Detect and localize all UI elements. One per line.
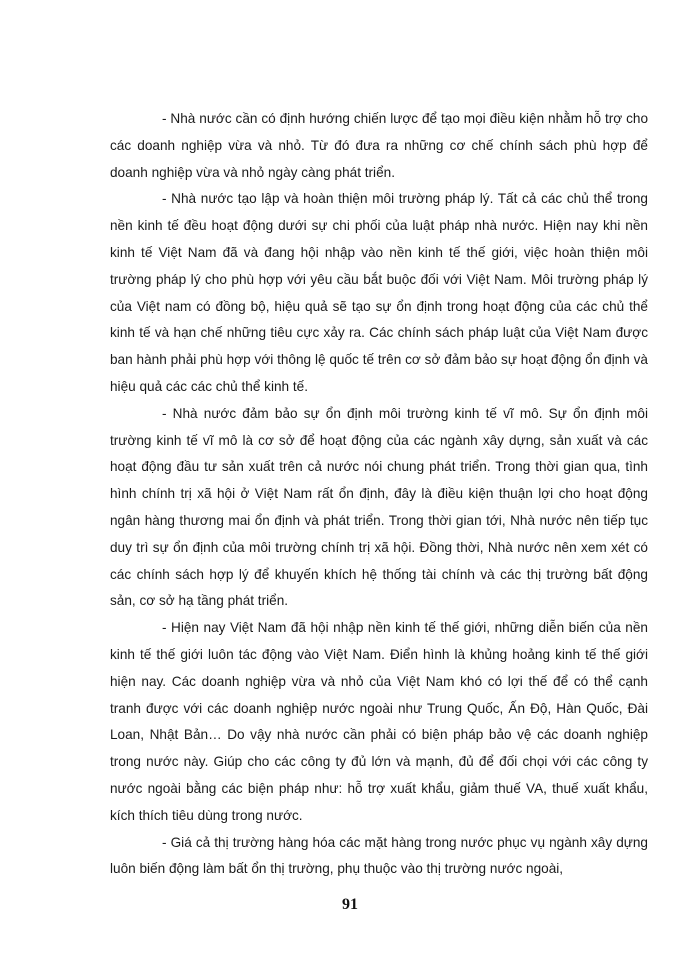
paragraph-legal-environment: - Nhà nước tạo lập và hoàn thiện môi trường pháp lý. Tất cả các chủ thể trong nền kinh tế đều hoạt động dưới sự chi phối của luật pháp nhà nước. Hiện nay khi nền kinh tế Việt Nam đã và đang hội nhập vào nền kinh tế thế giới, việc hoàn thiện môi trường pháp lý cho phù hợp với yêu cầu bắt buộc đối với Việt Nam. Môi trường pháp lý của Việt nam có đồng bộ, hiệu quả sẽ tạo sự ổn định trong hoạt động của các chủ thể kinh tế và hạn chế những tiêu cực xảy ra. Các chính sách pháp luật của Việt Nam được ban hành phải phù hợp với thông lệ quốc tế trên cơ sở đảm bảo sự hoạt động ổn định và hiệu quả các các chủ thể kinh tế. bbox=[110, 191, 648, 394]
body-text bbox=[110, 106, 648, 883]
paragraph-state-strategy: - Nhà nước cần có định hướng chiến lược để tạo mọi điều kiện nhằm hỗ trợ cho các doanh nghiệp vừa và nhỏ. Từ đó đưa ra những cơ chế chính sách phù hợp để doanh nghiệp vừa và nhỏ ngày càng phát triển. bbox=[110, 111, 648, 180]
paragraph-market-prices: - Giá cả thị trường hàng hóa các mặt hàng trong nước phục vụ ngành xây dựng luôn biến động làm bất ổn thị trường, phụ thuộc vào thị trường nước ngoài, bbox=[110, 834, 648, 877]
paragraph-world-integration: - Hiện nay Việt Nam đã hội nhập nền kinh tế thế giới, những diễn biến của nền kinh tế thế giới luôn tác động vào Việt Nam. Điển hình là khủng hoảng kinh tế thế giới hiện nay. Các doanh nghiệp vừa và nhỏ của Việt Nam khó có lợi thế để có thể cạnh tranh được với các doanh nghiệp nước ngoài như Trung Quốc, Ấn Độ, Hàn Quốc, Đài Loan, Nhật Bản… Do vậy nhà nước cần phải có biện pháp bảo vệ các doanh nghiệp trong nước này. Giúp cho các công ty đủ lớn và mạnh, đủ để đối chọi với các công ty nước ngoài bằng các biện pháp như: hỗ trợ xuất khẩu, giảm thuế VA, thuế xuất khẩu, kích thích tiêu dùng trong nước. bbox=[110, 620, 648, 823]
paragraph-macro-stability: - Nhà nước đảm bảo sự ổn định môi trường kinh tế vĩ mô. Sự ổn định môi trường kinh tế vĩ mô là cơ sở để hoạt động của các ngành xây dựng, sản xuất và các hoạt động đầu tư sản xuất trên cả nước nói chung phát triển. Trong thời gian qua, tình hình chính trị xã hội ở Việt Nam rất ổn định, đây là điều kiện thuận lợi cho hoạt động ngân hàng thương mai ổn định và phát triển. Trong thời gian tới, Nhà nước nên tiếp tục duy trì sự ổn định của môi trường chính trị xã hội. Đồng thời, Nhà nước nên xem xét có các chính sách hợp lý để khuyến khích hệ thống tài chính và các thị trường bất động sản, cơ sở hạ tầng phát triển. bbox=[110, 405, 648, 609]
page-number: 91 bbox=[342, 896, 358, 913]
